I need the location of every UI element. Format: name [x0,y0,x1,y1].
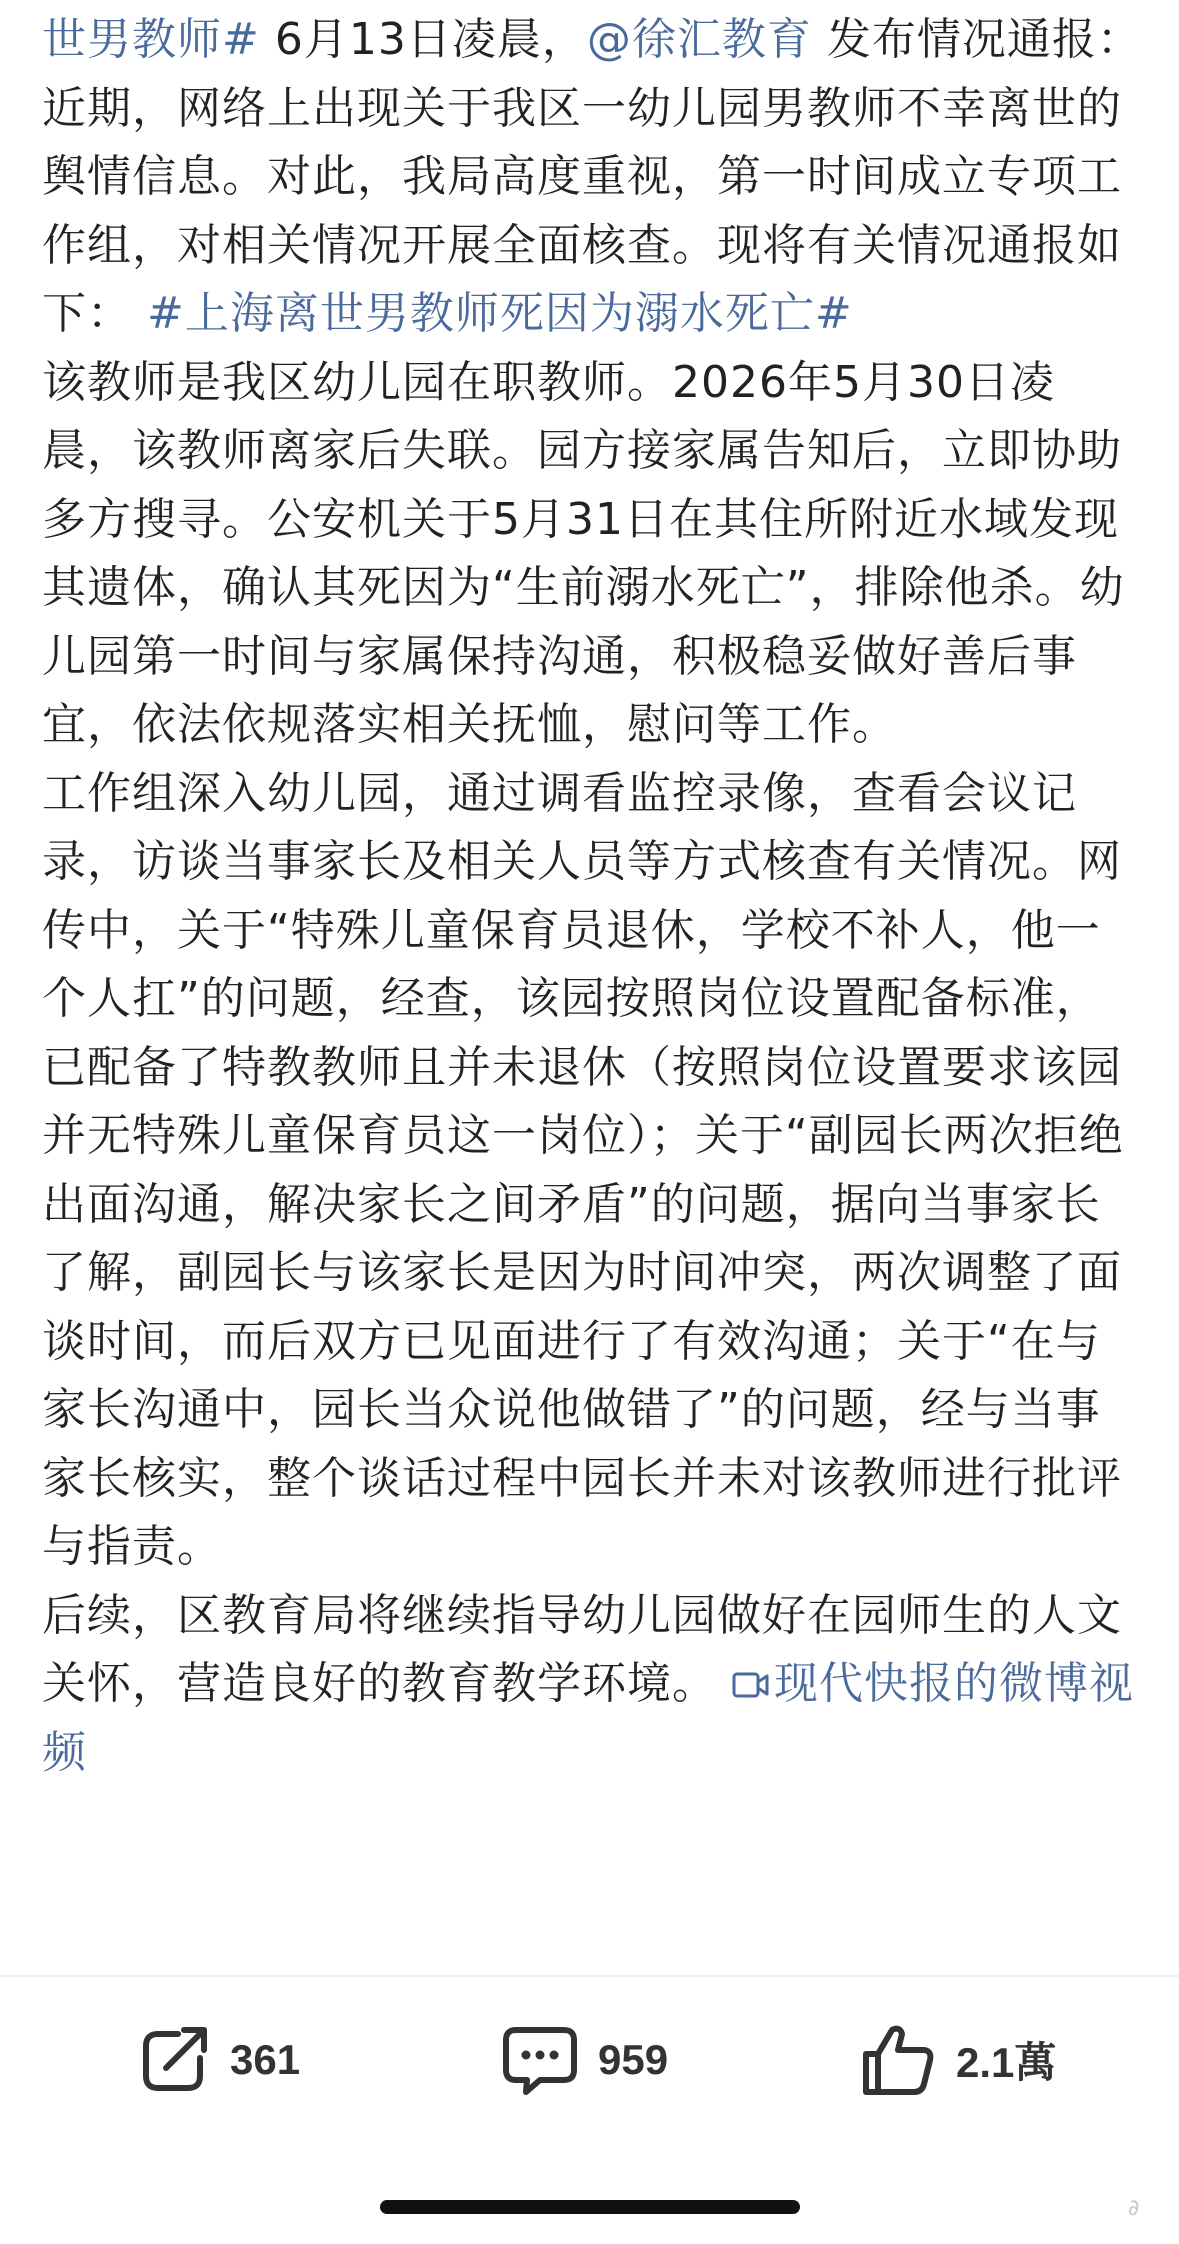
like-count: 2.1萬 [956,2039,1057,2086]
post-intro-text: 发布情况通报：近期，网络上出现关于我区一幼儿园男教师不幸离世的舆情信息。对此，我局高度重视，第一时间成立专项工作组，对相关情况开展全面核查。现将有关情况通报如下： [42,14,1142,339]
post-paragraph-followup [42,1582,1142,1788]
action-bar-divider [0,1975,1179,1977]
post-paragraph-investigation: 工作组深入幼儿园，通过调看监控录像，查看会议记录，访谈当事家长及相关人员等方式核查有关情况。网传中，关于“特殊儿童保育员退休，学校不补人，他一个人扛”的问题，经查，该园按照岗位设置配备标准，已配备了特教教师且并未退休（按照岗位设置要求该园并无特殊儿童保育员这一岗位）；关于“副园长两次拒绝出面沟通，解决家长之间矛盾”的问题，据向当事家长了解，副园长与该家长是因为时间冲突，两次调整了面谈时间，而后双方已见面进行了有效沟通；关于“在与家长沟通中，园长当众说他做错了”的问题，经与当事家长核实，整个谈话过程中园长并未对该教师进行批评与指责。 [42,767,1124,1572]
post-followup-text: 后续，区教育局将继续指导幼儿园做好在园师生的人文关怀，营造良好的教育教学环境。 [42,1589,1122,1709]
topic-link[interactable]: #上海离世男教师死因为溺水死亡# [147,288,853,339]
video-link-label[interactable]: 现代快报的微博视频 [42,1658,1134,1778]
share-icon [136,2022,212,2098]
share-count: 361 [230,2036,301,2083]
comment-icon [500,2020,580,2100]
comment-count: 959 [598,2036,669,2083]
action-bar [0,2010,1179,2110]
share-button[interactable] [136,2010,300,2110]
post-body [42,6,1142,1787]
mention-link[interactable]: @徐汇教育 [586,14,812,65]
home-indicator[interactable] [380,2200,800,2214]
video-icon [732,1670,770,1700]
thumbs-up-icon [858,2020,938,2100]
post-paragraph-intro [42,6,1142,349]
watermark-glyph: ∂ [1128,2196,1140,2221]
post-date-text: 6月13日凌晨， [259,14,587,65]
comment-button[interactable] [500,2010,668,2110]
like-button[interactable] [858,2010,1056,2110]
topic-link-fragment[interactable]: 世男教师# [42,14,260,65]
post-paragraph-facts: 该教师是我区幼儿园在职教师。2026年5月30日凌晨，该教师离家后失联。园方接家属告知后，立即协助多方搜寻。公安机关于5月31日在其住所附近水域发现其遗体，确认其死因为“生前溺水死亡”，排除他杀。幼儿园第一时间与家属保持沟通，积极稳妥做好善后事宜，依法依规落实相关抚恤，慰问等工作。 [42,356,1125,750]
